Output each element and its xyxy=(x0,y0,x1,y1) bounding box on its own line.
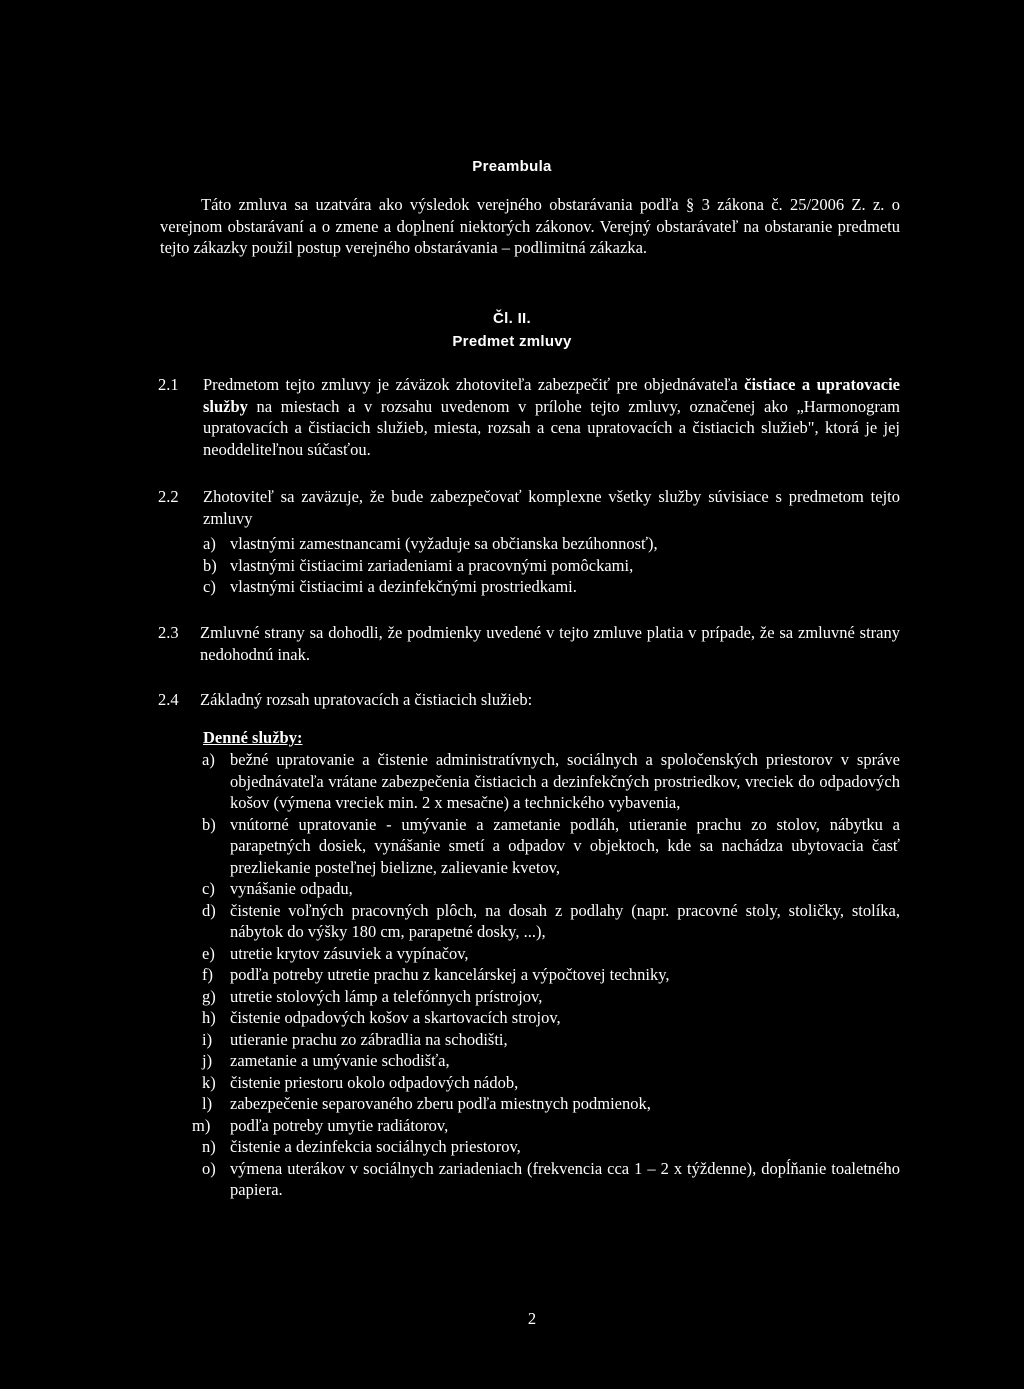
list-item xyxy=(189,555,901,577)
list-item-text: čistenie a dezinfekcia sociálnych priestorov, xyxy=(230,1137,521,1156)
paragraph-number: 2.4 xyxy=(158,690,179,709)
paragraph-number: 2.3 xyxy=(158,623,179,642)
list-item-text: podľa potreby umytie radiátorov, xyxy=(230,1115,449,1135)
list-item-letter: f) xyxy=(202,965,213,984)
daily-services-heading: Denné služby: xyxy=(203,728,303,747)
list-item-letter: g) xyxy=(202,986,216,1006)
list-item xyxy=(189,576,901,598)
paragraph-text xyxy=(203,374,900,460)
preambula-heading: Preambula xyxy=(472,158,552,175)
list-item xyxy=(188,900,900,943)
list-item-text: utretie stolových lámp a telefónnych prístrojov, xyxy=(230,986,543,1006)
preambula-text: Táto zmluva sa uzatvára ako výsledok verejného obstarávania podľa § 3 zákona č. 25/2006 Z. z. o verejnom obstarávaní a o zmene a doplnení niektorých zákonov. Verejný obstarávateľ na obstaranie predmetu tejto zákazky použil postup verejného obstarávania – podlimitná zákazka. xyxy=(160,195,900,257)
list-item-letter: a) xyxy=(203,534,216,553)
list-2-2 xyxy=(189,533,901,598)
list-item-text: utretie krytov zásuviek a vypínačov, xyxy=(230,943,469,963)
list-item-letter: j) xyxy=(202,1051,213,1070)
list-item-text: podľa potreby utretie prachu z kancelárskej a výpočtovej techniky, xyxy=(230,965,670,984)
paragraph-number: 2.2 xyxy=(158,487,179,506)
list-item-text: vnútorné upratovanie - umývanie a zametanie podláh, utieranie prachu zo stolov, nábytku a parapetných dosiek, vynášanie smetí a odpadov v objektoch, kde sa nachádza ubytovacia časť prezliekanie posteľnej bielizne, zalievanie kvetov, xyxy=(230,814,900,877)
list-item-letter: d) xyxy=(202,900,216,920)
list-item xyxy=(188,1158,900,1201)
list-item-text: bežné upratovanie a čistenie administratívnych, sociálnych a spoločenských priestorov v správe objednávateľa vrátane zabezpečenia čistiacich a dezinfekčných prostriedkov, vreciek do odpadových košov (výmena vreciek min. 2 x mesačne) a technického vybavenia, xyxy=(230,750,900,812)
list-item-text: vynášanie odpadu, xyxy=(230,879,353,898)
list-item xyxy=(188,1115,900,1137)
list-item-text: zabezpečenie separovaného zberu podľa miestnych podmienok, xyxy=(230,1094,651,1113)
list-item-text: vlastnými čistiacimi zariadeniami a pracovnými pomôckami, xyxy=(230,555,634,575)
paragraph-text: Zmluvné strany sa dohodli, že podmienky uvedené v tejto zmluve platia v prípade, že sa zmluvné strany nedohodnú inak. xyxy=(200,623,900,664)
list-item-letter: c) xyxy=(203,577,216,596)
list-item-text: čistenie odpadových košov a skartovacích strojov, xyxy=(230,1008,561,1027)
list-item-text: výmena uterákov v sociálnych zariadeniach (frekvencia cca 1 – 2 x týždenne), dopĺňanie toaletného papiera. xyxy=(230,1158,900,1199)
list-item-text: čistenie voľných pracovných plôch, na dosah z podlahy (napr. pracovné stoly, stoličky, stolíka, nábytok do výšky 180 cm, parapetné dosky, ...), xyxy=(230,900,900,941)
list-item-text: vlastnými zamestnancami (vyžaduje sa občianska bezúhonnosť), xyxy=(230,534,658,553)
list-item-text: vlastnými čistiacimi a dezinfekčnými prostriedkami. xyxy=(230,577,577,596)
list-item-letter: b) xyxy=(203,555,217,575)
list-item-letter: b) xyxy=(202,814,216,834)
paragraph-text-bold: čistiace a upratovacie služby xyxy=(203,375,900,416)
article-number: Čl. II. xyxy=(493,310,531,327)
paragraph-text-start: Predmetom tejto zmluvy je záväzok zhotoviteľa zabezpečiť pre objednávateľa xyxy=(203,375,745,394)
paragraph-number: 2.1 xyxy=(158,375,179,394)
list-item xyxy=(188,1093,900,1115)
paragraph-text: Zhotoviteľ sa zaväzuje, že bude zabezpečovať komplexne všetky služby súvisiace s predmetom tejto zmluvy xyxy=(203,487,900,528)
list-item xyxy=(188,1136,900,1158)
list-item xyxy=(188,943,900,965)
list-item-letter: c) xyxy=(202,879,215,898)
page-number: 2 xyxy=(527,1309,537,1328)
list-item xyxy=(188,986,900,1008)
list-item-letter: k) xyxy=(202,1072,216,1092)
list-item xyxy=(189,533,901,555)
paragraph-text: Základný rozsah upratovacích a čistiacich služieb: xyxy=(200,690,533,709)
list-item-letter: i) xyxy=(202,1029,213,1049)
list-item xyxy=(188,1050,900,1072)
list-item-letter: n) xyxy=(202,1137,216,1156)
list-item-letter: l) xyxy=(202,1094,213,1113)
list-item xyxy=(188,1072,900,1094)
list-item xyxy=(188,749,900,814)
list-item-letter: o) xyxy=(202,1158,216,1178)
list-item xyxy=(188,1029,900,1051)
list-item-letter: e) xyxy=(202,943,215,963)
list-item-text: zametanie a umývanie schodišťa, xyxy=(230,1051,450,1070)
list-item-letter: h) xyxy=(202,1008,216,1027)
list-item xyxy=(188,814,900,879)
list-item-text: čistenie priestoru okolo odpadových nádob, xyxy=(230,1072,519,1092)
paragraph-text-end: na miestach a v rozsahu uvedenom v prílohe tejto zmluvy, označenej ako „Harmonogram upratovacích a čistiacich služieb, miesta, rozsah a cena upratovacích a čistiacich služieb", ktorá je jej neoddeliteľnou súčasťou. xyxy=(203,396,900,459)
list-item-letter: a) xyxy=(202,750,215,769)
list-item-text: utieranie prachu zo zábradlia na schodišti, xyxy=(230,1029,508,1049)
daily-services-list xyxy=(188,749,900,1201)
list-item xyxy=(188,878,900,900)
list-item xyxy=(188,1007,900,1029)
list-item-letter: m) xyxy=(192,1115,211,1135)
list-item xyxy=(188,964,900,986)
article-title: Predmet zmluvy xyxy=(452,333,572,350)
